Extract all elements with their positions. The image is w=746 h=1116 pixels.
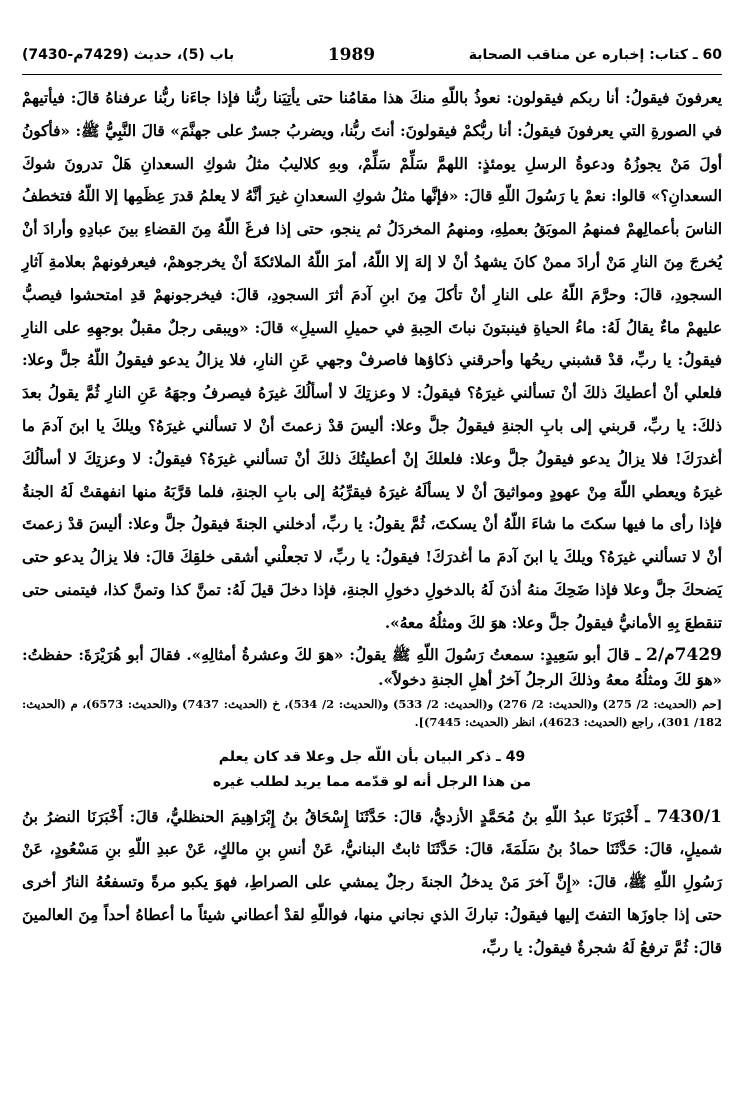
header-rule	[22, 74, 722, 75]
hadith-text: ـ قالَ أبو سَعِيدٍ: سمعتُ رَسُولَ اللّهِ ﷺ يقولُ: «هوَ لكَ وعشرةُ أمثالِهِ». فقالَ أبو هُرَيْرَةَ: حفظتُ: «هوَ لكَ ومثلُهُ معهُ وذلكَ الرجلُ آخرُ أهلِ الجنةِ دخولاً».	[22, 645, 722, 689]
hadith-number: 7429م/2	[646, 644, 722, 665]
section-heading	[22, 745, 722, 795]
hadith-continuation-text: يعرفونَ فيقولُ: أنا ربكم فيقولون: نعوذُ باللّهِ منكَ هذا مقامُنا حتى يأتِيَنا ربُّنا فإذا جاءَنا ربُّنا عرفناهُ قالَ: فيأتيهمْ في الصورةِ التي يعرفونَ فيقولُ: أنا ربُّكمْ فيقولونَ: أنتَ ربُّنا، ويضربُ جسرٌ على جهنَّمَ» قالَ النَّبِيُّ ﷺ: «فأكونُ أولَ مَنْ يجوزُهُ ودعوةُ الرسلِ يومئذٍ: اللهمَّ سَلِّمْ سَلِّمْ، وبهِ كلاليبُ مثلُ شوكِ السعدانِ هَلْ تدرونَ شوكَ السعدانِ؟» قالوا: نعمْ يا رَسُولَ اللّهِ قالَ: «فإنَّها مثلُ شوكِ السعدانِ غيرَ أنَّهُ لا يعلمُ قدرَ عِظَمِها إلا اللّهُ فتخطفُ الناسَ بأعمالِهمْ فمنهمُ الموبَقُ بعملِهِ، ومنهمُ المخردَلُ ثم ينجو، حتى إذا فرغَ اللّهُ مِنَ القضاءِ بينَ عبادِهِ وأرادَ أنْ يُخرجَ مِنَ النارِ مَنْ أرادَ ممنْ كانَ يشهدُ أنْ لا إلهَ إلا اللّهُ، أمرَ اللّهُ الملائكةَ أنْ يخرجوهمْ، فيعرفونهمْ بعلامةِ آثارِ السجودِ، قالَ: وحرَّمَ اللّهُ على النارِ أنْ تأكلَ مِنَ ابنِ آدمَ أثرَ السجودِ، قالَ: فيخرجونهمْ قدِ امتحشوا فيصبُّ عليهمْ ماءٌ يقالُ لَهُ: ماءُ الحياةِ فينبتونَ نباتَ الحِبةِ في حميلِ السيلِ» قالَ: «ويبقى رجلٌ مقبلٌ بوجهِهِ على النارِ فيقولُ: يا ربِّ، قدْ قشبني ريحُها وأحرقني ذكاؤها فاصرفْ وجهي عَنِ النارِ، فلا يزالُ يدعو فيقولُ اللّهُ جلَّ وعلا: فلعلي أنْ أعطيكَ ذلكَ أنْ تسألني غيرَهُ؟ فيقولُ: لا وعزتِكَ لا أسألُكَ غيرَهُ فيصرفُ وجهَهُ عَنِ النارِ ثُمَّ يقولُ بعدَ ذلكَ: يا ربِّ، قربني إلى بابِ الجنةِ فيقولُ جلَّ وعلا: أليسَ قدْ زعمتَ أنْ لا تسألني غيرَهُ؟ ويلكَ يا ابنَ آدمَ ما أغدرَكَ! فلا يزالُ يدعو فيقولُ جلَّ وعلا: فلعلكَ إنْ أعطيتُكَ ذلكَ أنْ تسألني غيرَهُ؟ فيقولُ: لا وعزتِكَ لا أسألُكَ غيرَهُ ويعطي اللّهَ مِنْ عهودٍ ومواثيقَ أنْ لا يسألَهُ غيرَهُ فيقرِّبُهُ إلى بابِ الجنةِ، فلما قرَّبَهُ منها انفهقتْ لَهُ الجنةُ فإذا رأى ما فيها سكتَ ما شاءَ اللّهُ أنْ يسكتَ، ثُمَّ يقولُ: يا ربِّ، أدخلني الجنةَ فيقولُ جلَّ وعلا: أليسَ قدْ زعمتَ أنْ لا تسألني غيرَهُ؟ ويلكَ يا ابنَ آدمَ ما أغدرَكَ! فيقولُ: يا ربِّ، لا تجعلْني أشقى خلقِكَ قالَ: فلا يزالُ يدعو حتى يَضحكَ جلَّ وعلا فإذا ضَحِكَ منهُ أذنَ لَهُ بالدخولِ دخولِ الجنةِ، فإذا دخلَ قيلَ لَهُ: تمنَّ كذا وتمنَّ كذا، فيتمنى حتى تنقطعَ بِهِ الأمانيُّ فيقولُ جلَّ وعلا: هوَ لكَ ومثلُهُ معهُ».	[22, 89, 722, 632]
header-chapter-title: 60 ـ كتاب: إخباره عن مناقب الصحابة	[468, 47, 722, 63]
header-hadith-range: باب (5)، حديث (7429م-7430)	[22, 47, 235, 63]
hadith-number: 7430/1	[656, 806, 722, 827]
hadith-text: ـ أَخْبَرَنَا عبدُ اللّهِ بنُ مُحَمَّدٍ الأزديُّ، قالَ: حَدَّثَنَا إِسْحَاقُ بنُ إِبْرَاهِيمَ الحنظليُّ، قالَ: أَخْبَرَنَا النضرُ بنُ شميلٍ، قالَ: حَدَّثَنَا حمادُ بنُ سَلَمَةَ، قالَ: حَدَّثَنَا ثابتٌ البنانيُّ، عَنْ أنسِ بنِ مالكٍ، عَنْ عبدِ اللّهِ بنِ مَسْعُودٍ، عَنْ رَسُولِ اللّهِ ﷺ، قالَ: «إِنَّ آخرَ مَنْ يدخلُ الجنةَ رجلٌ يمشي على الصراطِ، فهوَ يكبو مرةً وتسفعُهُ النارُ أخرى حتى إذا جاوزَها التفتَ إليها فيقولُ: تباركَ الذي نجاني منها، فواللّهِ لقدْ أعطاني شيئاً ما أعطاهُ أحداً مِنَ العالمينَ قالَ: ثُمَّ ترفعُ لَهُ شجرةٌ فيقولُ: يا ربِّ،	[22, 807, 722, 957]
hadith-7429	[22, 643, 722, 693]
section-heading-line: من هذا الرجل أنه لو قدّمه مما يريد لطلب غيره	[212, 773, 532, 790]
section-heading-line: 49 ـ ذكر البيان بأن اللّه جل وعلا قد كان يعلم	[218, 748, 526, 765]
page-number: 1989	[327, 45, 376, 65]
page-body	[22, 82, 722, 965]
page-header	[22, 38, 722, 72]
hadith-7430	[22, 801, 722, 965]
hadith-references: [حم (الحديث: 2/ 275) و(الحديث: 2/ 276) و(الحديث: 2/ 533) و(الحديث: 2/ 534)، خ (الحديث: 7437) و(الحديث: 6573)، م (الحديث: 182/ 301)، راجع (الحديث: 4623)، انظر (الحديث: 7445)].	[22, 696, 722, 729]
book-page	[22, 38, 722, 1098]
